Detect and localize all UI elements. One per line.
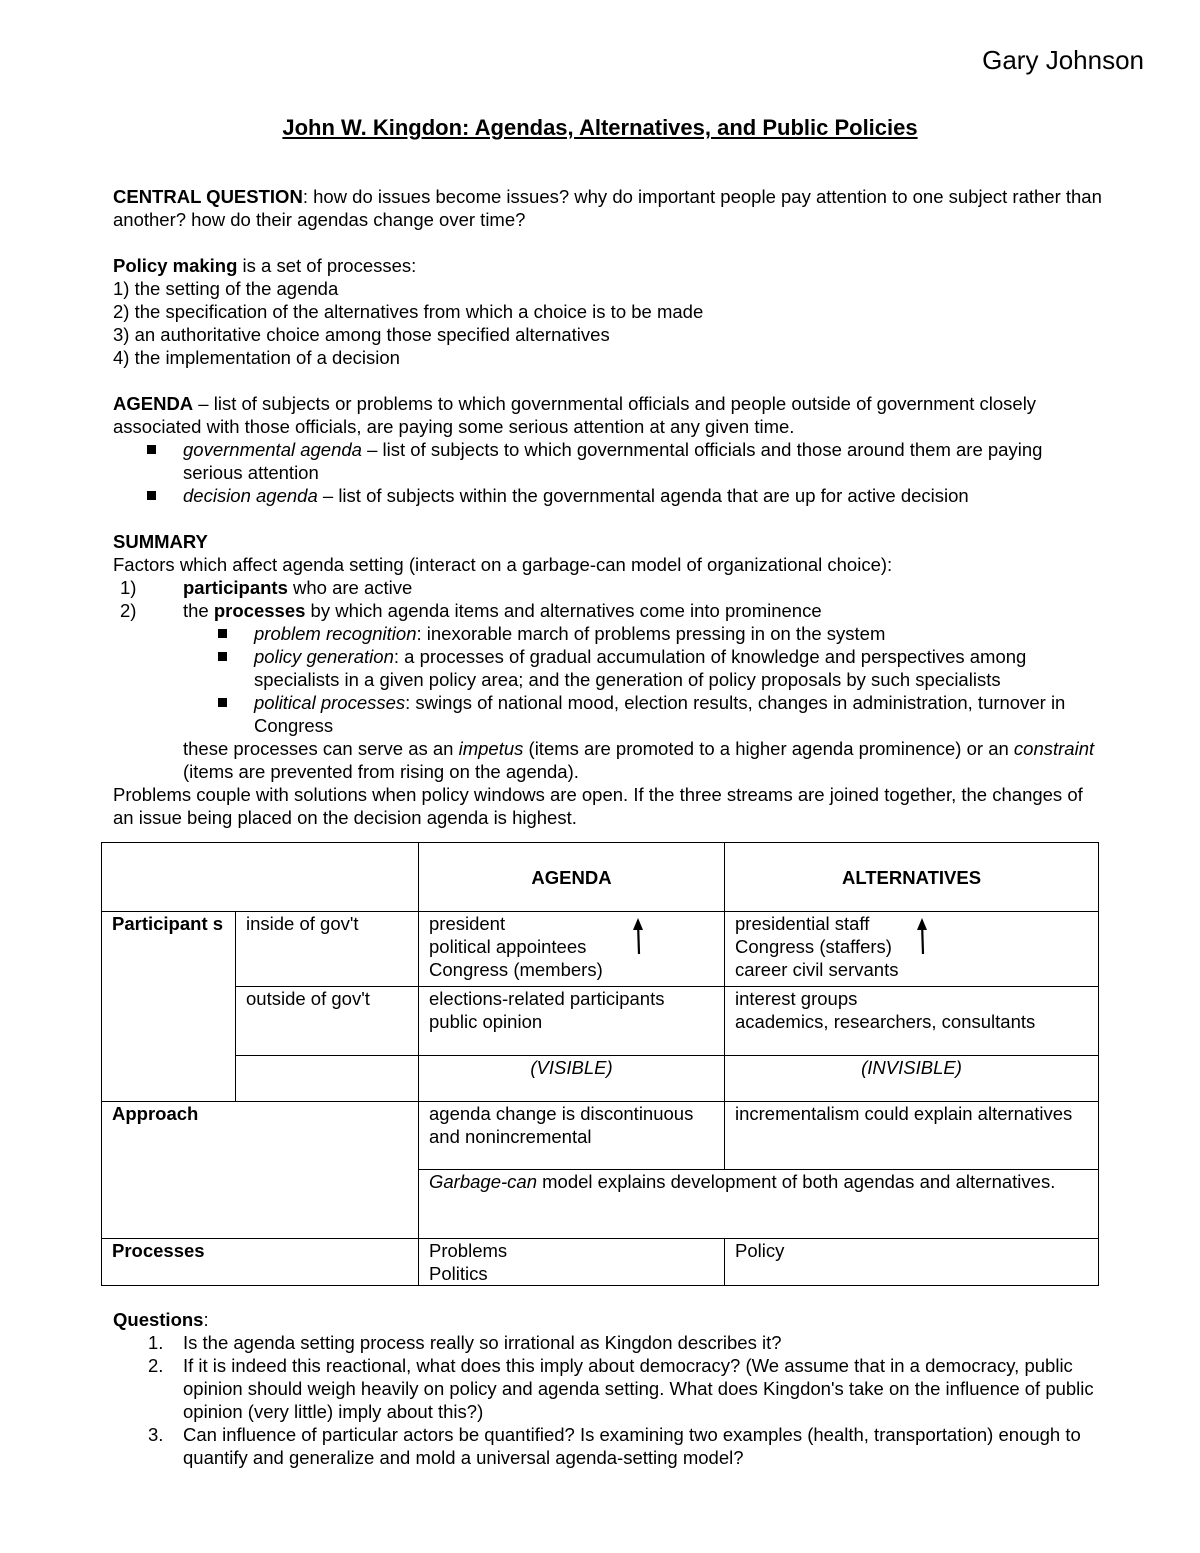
central-question: CENTRAL QUESTION: how do issues become issues? why do important people pay attention to one subject rather than another? how do their agendas change over time? (113, 186, 1102, 230)
inside-alternatives-cell: presidential staff Congress (staffers) career civil servants (725, 912, 1099, 987)
list-item: policy generation: a processes of gradual accumulation of knowledge and perspectives among specialists in a given policy area; and the generation of policy proposals by such specialists (113, 645, 1103, 691)
impetus-note: these processes can serve as an impetus (items are promoted to a higher agenda prominence) or an constraint (items are prevented from rising on the agenda). (183, 738, 1095, 782)
up-arrow-icon (915, 916, 931, 956)
agenda-definition: AGENDA – list of subjects or problems to which governmental officials and people outside of government closely associated with those officials, are paying some serious attention at any given time. (113, 393, 1037, 437)
column-header-agenda: AGENDA (419, 843, 725, 912)
questions-heading: Questions: (113, 1309, 209, 1330)
inside-agenda-cell: president political appointees Congress (members) (419, 912, 725, 987)
table-row (102, 987, 1099, 1056)
list-item: 4) the implementation of a decision (113, 347, 400, 368)
list-item: 1) the setting of the agenda (113, 278, 339, 299)
outside-label: outside of gov't (236, 987, 419, 1056)
garbage-can-cell: Garbage-can model explains development of both agendas and alternatives. (419, 1170, 1099, 1239)
summary-heading: SUMMARY (113, 531, 208, 552)
policy-making-intro: Policy making is a set of processes: (113, 255, 417, 276)
list-item: 3) an authoritative choice among those specified alternatives (113, 324, 610, 345)
summary-closing: Problems couple with solutions when policy windows are open. If the three streams are joined together, the changes of an issue being placed on the decision agenda is highest. (113, 784, 1083, 828)
table-row (102, 843, 1099, 912)
table-row (102, 1239, 1099, 1286)
list-item: 3. Can influence of particular actors be quantified? Is examining two examples (health, transportation) enough to quantify and generalize and mold a universal agenda-setting model? (148, 1424, 1081, 1468)
inside-label: inside of gov't (236, 912, 419, 987)
document-body (113, 185, 1103, 829)
invisible-label: (INVISIBLE) (725, 1056, 1099, 1102)
bullet-icon (218, 629, 227, 638)
list-item: 2. If it is indeed this reactional, what does this imply about democracy? (We assume that in a democracy, public opinion should weigh heavily on policy and agenda setting. What does Kingdon's take on the influence of public opinion (very little) imply about this?) (148, 1355, 1094, 1422)
document-title: John W. Kingdon: Agendas, Alternatives, and Public Policies (282, 115, 918, 140)
list-item: governmental agenda – list of subjects to which governmental officials and those around them are paying serious attention (113, 438, 1103, 484)
table-row (102, 912, 1099, 987)
outside-alternatives-cell: interest groups academics, researchers, consultants (725, 987, 1099, 1056)
list-item: political processes: swings of national mood, election results, changes in administration, turnover in Congress (113, 691, 1103, 737)
bullet-icon (218, 698, 227, 707)
bullet-icon (147, 491, 156, 500)
processes-label: Processes (102, 1239, 419, 1286)
approach-alternatives-cell: incrementalism could explain alternatives (725, 1102, 1099, 1170)
outside-agenda-cell: elections-related participants public opinion (419, 987, 725, 1056)
participants-label: Participant s (102, 912, 236, 1102)
bullet-icon (147, 445, 156, 454)
author-name: Gary Johnson (982, 45, 1144, 75)
list-item: 1. Is the agenda setting process really so irrational as Kingdon describes it? (148, 1332, 782, 1353)
table-row (102, 1102, 1099, 1170)
summary-intro: Factors which affect agenda setting (interact on a garbage-can model of organizational choice): (113, 554, 893, 575)
column-header-alternatives: ALTERNATIVES (725, 843, 1099, 912)
list-item: problem recognition: inexorable march of problems pressing in on the system (113, 622, 1103, 645)
up-arrow-icon (631, 916, 647, 956)
processes-alternatives-cell: Policy (725, 1239, 1099, 1286)
visible-label: (VISIBLE) (419, 1056, 725, 1102)
list-item: 2) the processes by which agenda items and alternatives come into prominence (120, 600, 822, 621)
approach-label: Approach (102, 1102, 419, 1239)
list-item: decision agenda – list of subjects within the governmental agenda that are up for active decision (113, 484, 1103, 507)
table-row (102, 1056, 1099, 1102)
bullet-icon (218, 652, 227, 661)
processes-agenda-cell: Problems Politics (419, 1239, 725, 1286)
questions-section (113, 1308, 1103, 1469)
list-item: 2) the specification of the alternatives from which a choice is to be made (113, 301, 704, 322)
approach-agenda-cell: agenda change is discontinuous and nonincremental (419, 1102, 725, 1170)
kingdon-table (101, 842, 1099, 1286)
list-item: 1) participants who are active (120, 577, 413, 598)
